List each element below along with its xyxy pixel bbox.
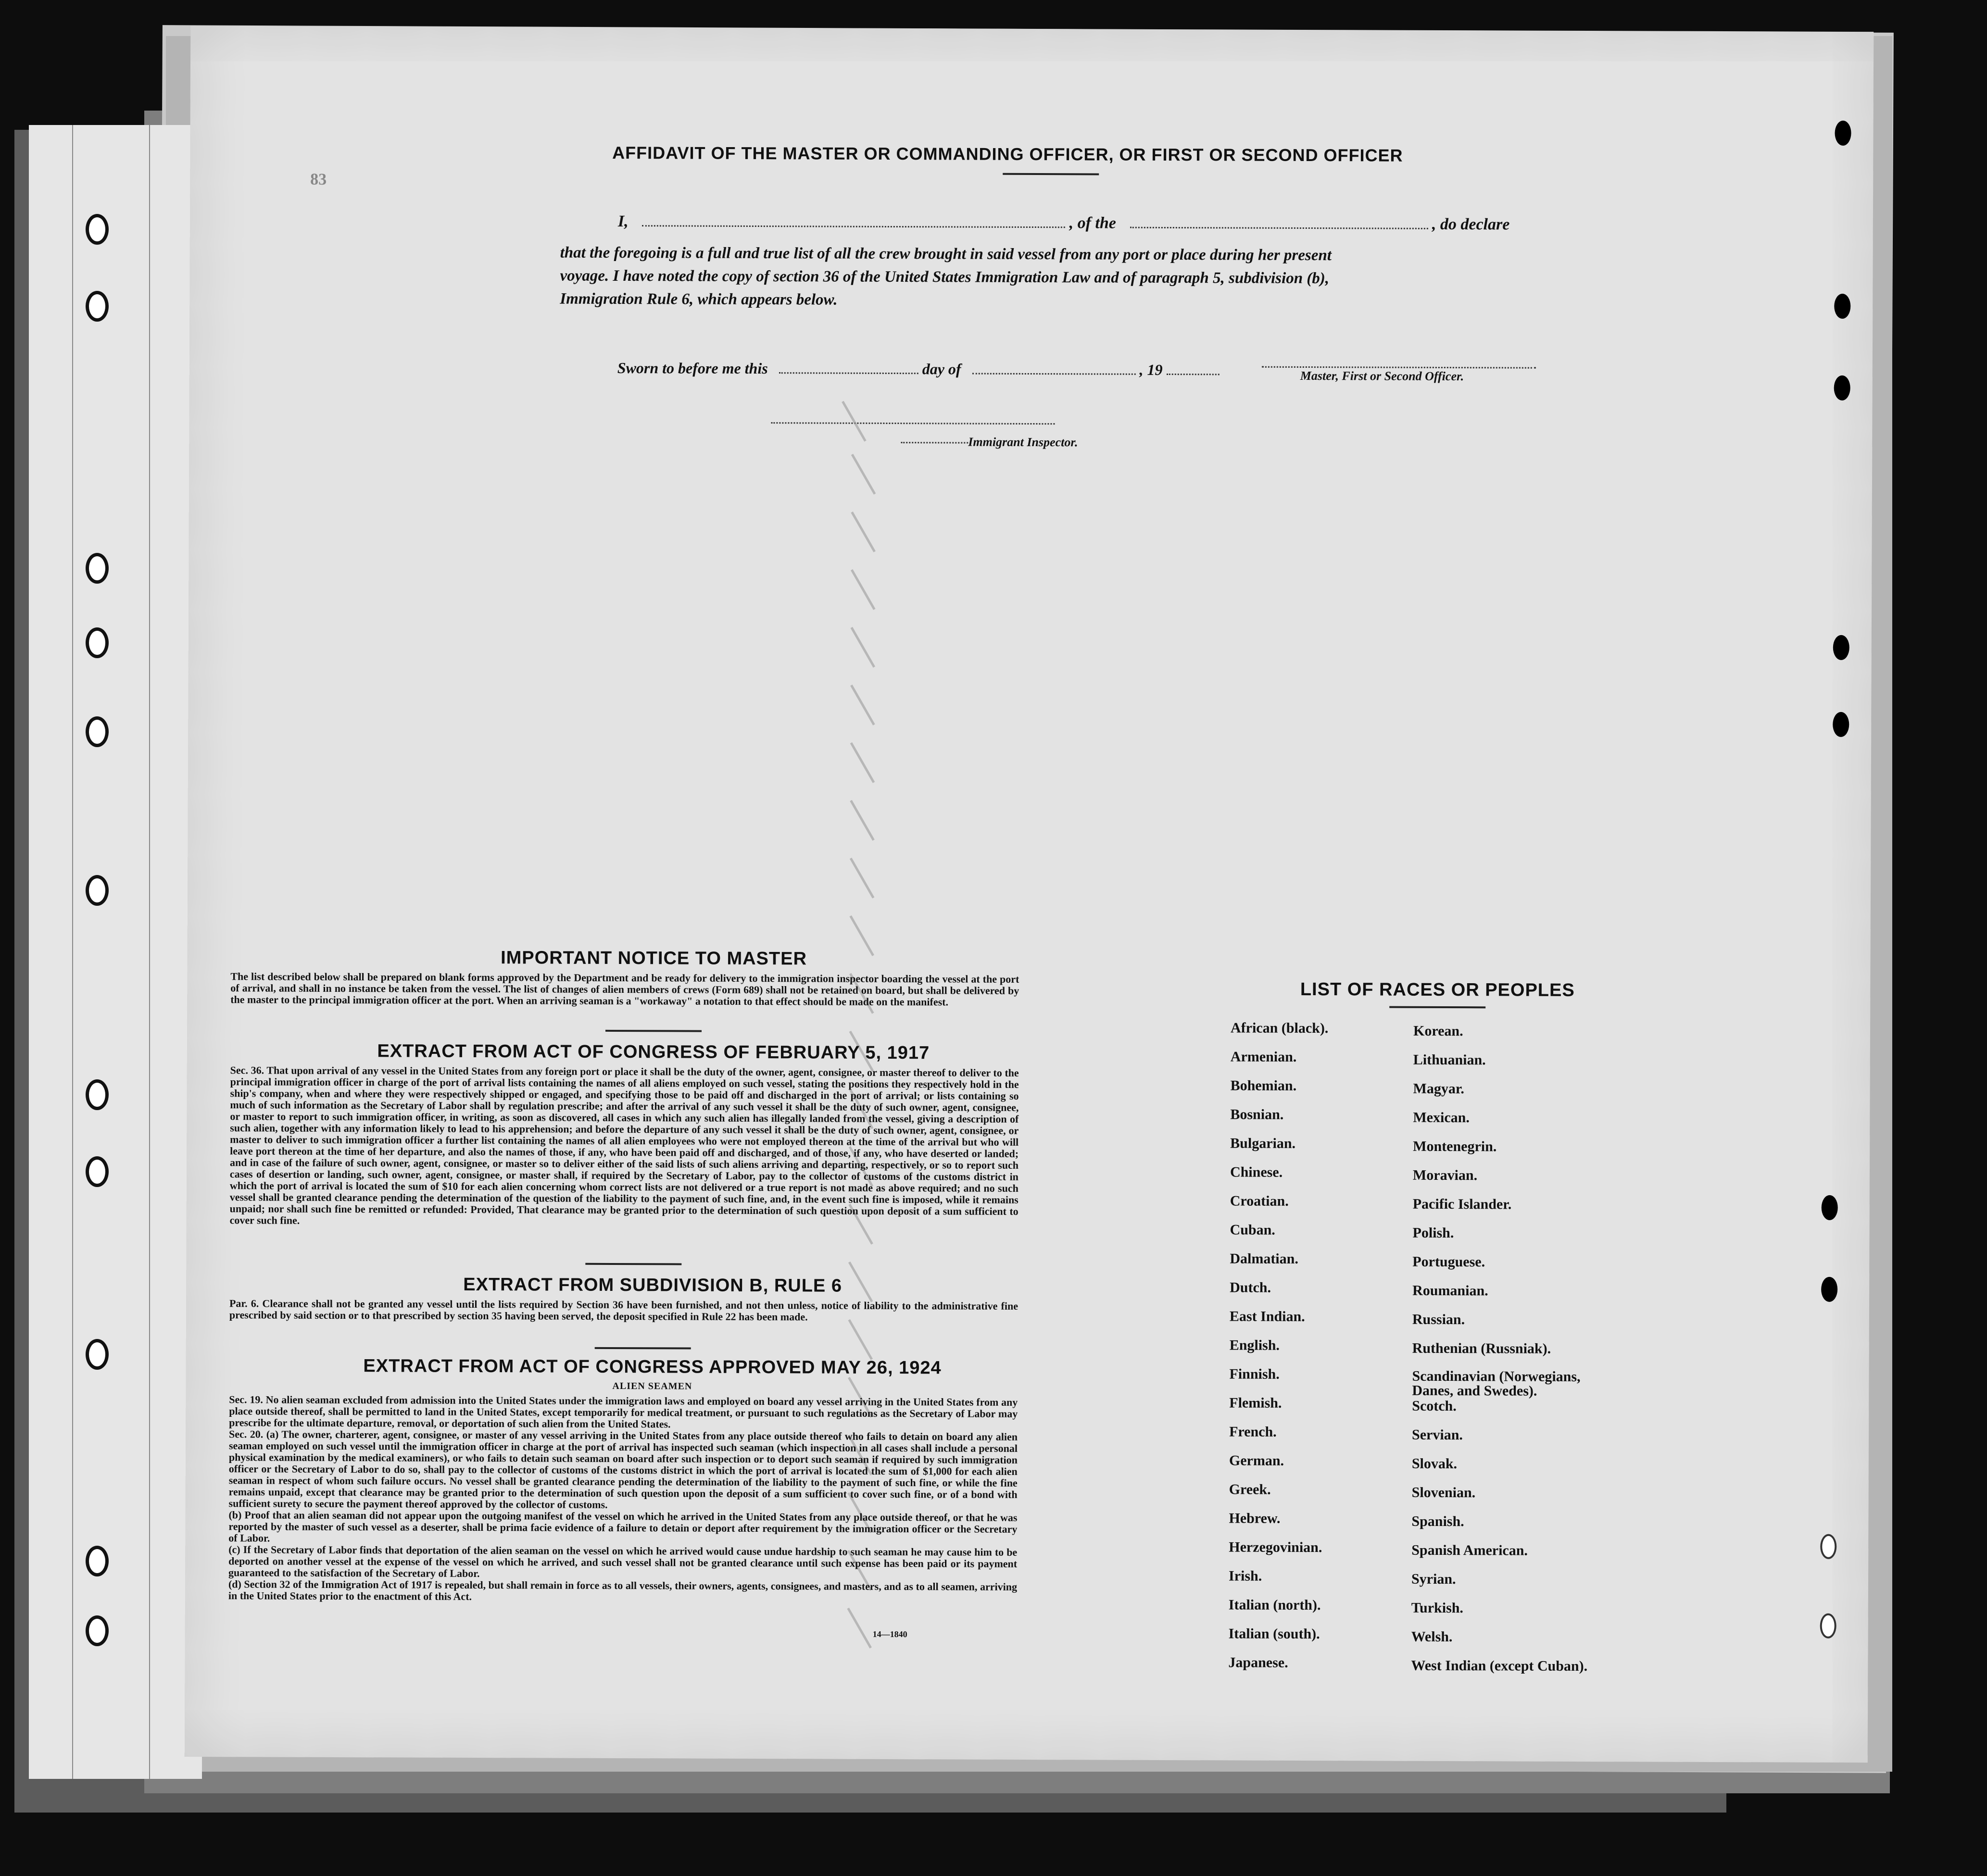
race-entry: Dalmatian. [1230, 1251, 1298, 1267]
bleed-through-mark [851, 627, 876, 668]
race-entry: Mexican. [1413, 1109, 1470, 1126]
race-entry: Italian (south). [1228, 1626, 1320, 1642]
race-entry: Cuban. [1230, 1222, 1275, 1238]
section-divider [585, 1263, 681, 1265]
race-entry: Portuguese. [1412, 1253, 1485, 1270]
race-entry: Slovak. [1411, 1455, 1458, 1472]
punch-hole [1833, 635, 1849, 660]
race-entry: Japanese. [1228, 1654, 1288, 1671]
bleed-through-mark [851, 512, 876, 552]
extract-1924-title: EXTRACT FROM ACT OF CONGRESS APPROVED MAY 26, 1924 [363, 1356, 942, 1378]
race-entry: Finnish. [1229, 1366, 1280, 1382]
race-entry: Greek. [1229, 1481, 1271, 1498]
race-entry: Ruthenian (Russniak). [1412, 1340, 1551, 1357]
races-title-underline [1389, 1006, 1485, 1009]
bleed-through-mark [851, 454, 876, 495]
races-title: LIST OF RACES OR PEOPLES [1300, 979, 1575, 1001]
race-entry: Dutch. [1230, 1279, 1271, 1296]
race-entry: Korean. [1413, 1023, 1463, 1039]
signature-caption: Master, First or Second Officer. [1300, 368, 1464, 384]
binder-hole [86, 553, 109, 584]
race-entry: Herzegovinian. [1229, 1539, 1322, 1556]
extract-rule6-title: EXTRACT FROM SUBDIVISION B, RULE 6 [463, 1274, 843, 1296]
race-entry: Syrian. [1411, 1571, 1456, 1588]
vessel-blank [1130, 227, 1428, 229]
race-entry: Lithuanian. [1413, 1051, 1486, 1068]
section-20c: (c) If the Secretary of Labor finds that deportation of the alien seaman on the vessel on which he arrived would cause undue hardship to such seaman he may cause him to be deported on another vessel at the expense of the vessel on which he arrived, and such vessel shall not be granted clearance until such expense has been paid or its payment guaranteed to the satisfaction of the Secretary of Labor. [228, 1543, 1018, 1580]
race-entry: Spanish American. [1411, 1542, 1528, 1559]
spine-rule [72, 125, 73, 1779]
affidavit-title: AFFIDAVIT OF THE MASTER OR COMMANDING OFFICER, OR FIRST OR SECOND OFFICER [612, 142, 1403, 165]
race-entry: Bosnian. [1230, 1106, 1284, 1123]
race-entry: Slovenian. [1411, 1484, 1476, 1501]
extract-1924-subtitle: ALIEN SEAMEN [612, 1380, 692, 1392]
section-20d: (d) Section 32 of the Immigration Act of 1917 is repealed, but shall remain in force as to all vessels, their owners, agents, consignees, and masters, and as to all seamen, arriving in the United States prior to the enactment of this Act. [228, 1578, 1018, 1602]
notice-title: IMPORTANT NOTICE TO MASTER [501, 948, 807, 969]
declare-label: , do declare [1432, 215, 1510, 234]
bleed-through-mark [842, 401, 867, 442]
affidavit-declaration-line [618, 213, 1510, 234]
punch-hole [1820, 1613, 1836, 1638]
manifest-page [185, 26, 1874, 1763]
race-entry: Russian. [1412, 1311, 1465, 1328]
race-entry: Italian (north). [1228, 1597, 1321, 1613]
races-right-column [190, 26, 1874, 32]
binder-hole [86, 1615, 109, 1646]
punch-hole [1833, 712, 1849, 737]
bleed-through-mark [847, 1608, 872, 1649]
i-label: I, [617, 213, 629, 231]
bleed-through-mark [850, 858, 875, 899]
race-entry: Roumanian. [1412, 1282, 1488, 1299]
race-entry: Servian. [1412, 1426, 1463, 1443]
race-entry: Flemish. [1229, 1395, 1282, 1411]
punch-hole [1821, 1277, 1837, 1302]
race-entry: Turkish. [1411, 1600, 1464, 1616]
inspector-signature-blank [771, 422, 1055, 425]
year-blank [1167, 374, 1220, 375]
punch-hole [1835, 121, 1851, 146]
form-number: 14—1840 [872, 1629, 907, 1639]
bleed-through-mark [850, 800, 875, 841]
race-entry: Bulgarian. [1230, 1135, 1296, 1151]
binder-hole [86, 1079, 109, 1110]
extract-1917-body: Sec. 36. That upon arrival of any vessel in the United States from any foreign port or place it shall be the duty of the owner, agent, consignee, or master thereof to deliver to the principal immigration officer in charge of the port of arrival lists containing the names of all aliens employed on such vessel, stating the positions they respectively hold in the ship's company, when and where they were respectively shipped or engaged, and specifying those to be paid off and discharged in the port of arrival; or lists containing so much of such information as the Secretary of Labor shall by regulation prescribe; and after the arrival of any such vessel it shall be the duty of such owner, agent, consignee, or master to report to such immigration officer, in writing, as soon as discovered, all cases in which any such alien has illegally landed from the vessel, giving a description of such alien, together with any information likely to lead to his apprehension; and before the departure of any such vessel it shall be the duty of such owner, agent, consignee, or master to deliver to such immigration officer a further list containing the names of all alien employees who were not employed thereon at the time of the arrival but who will leave port thereon at the time of her departure, and also the names of those, if any, who have been paid off and discharged, and of those, if any, who have deserted or landed; and in case of the failure of such owner, agent, consignee, or master so to deliver either of the said lists of such aliens arriving and departing, respectively, or so to report such cases of desertion or landing, such owner, agent, consignee, or master shall, if required by the Secretary of Labor, pay to the collector of customs of the customs district in which the port of arrival is located the sum of $10 for each alien concerning whom correct lists are not delivered or a true report is not made as above required; and no such vessel shall be granted clearance pending the determination of the question of the liability to the payment of such fine, and, in the event such fine is imposed, while it remains unpaid; nor shall such fine be remitted or refunded: Provided, That clearance may be granted prior to the determination of such question upon deposit of a sum sufficient to cover such fine. [229, 1064, 1019, 1226]
sworn-line [617, 359, 1220, 379]
punch-hole [1822, 1195, 1838, 1220]
race-entry: French. [1229, 1424, 1277, 1440]
race-entry: Scotch. [1412, 1398, 1457, 1414]
inspector-dots [901, 442, 968, 443]
section-divider [595, 1347, 691, 1350]
month-blank [972, 373, 1136, 375]
spine-rule [149, 125, 150, 1779]
race-entry: West Indian (except Cuban). [1411, 1657, 1588, 1675]
notice-body: The list described below shall be prepared on blank forms approved by the Department and be ready for delivery to the immigration inspector boarding the vessel at the port of arrival, and shall in no instance be taken from the vessel. The list of changes of alien members of crews (Form 689) shall not be retained on board, but shall be delivered by the master to the principal immigration officer at the port. When an arriving seaman is a "workaway" a notation to that effect should be made on the manifest. [230, 970, 1019, 1008]
race-entry: Hebrew. [1229, 1510, 1281, 1526]
race-entry: English. [1229, 1337, 1280, 1353]
race-entry: Montenegrin. [1413, 1138, 1497, 1155]
punch-hole [1834, 375, 1850, 400]
race-entry: Welsh. [1411, 1628, 1453, 1645]
inspector-caption: Immigrant Inspector. [968, 435, 1078, 450]
title-underline [1003, 173, 1099, 175]
binder-hole [86, 875, 109, 906]
bleed-through-mark [850, 685, 875, 725]
affidavit-line: Immigration Rule 6, which appears below. [560, 290, 838, 309]
day-of-label: day of [922, 360, 961, 378]
section-divider [605, 1030, 702, 1032]
race-entry: Polish. [1412, 1225, 1454, 1241]
binder-hole [86, 214, 109, 245]
bleed-through-mark [851, 569, 876, 610]
affidavit-line: voyage. I have noted the copy of section 36 of the United States Immigration Law and of paragraph 5, subdivision (b), [560, 267, 1330, 288]
binder-hole [86, 627, 109, 658]
of-the-label: , of the [1069, 214, 1116, 232]
race-entry: African (black). [1230, 1020, 1329, 1037]
race-entry: Croatian. [1230, 1193, 1289, 1209]
binder-spine [29, 125, 202, 1779]
affidavit-text [560, 241, 1531, 314]
race-entry: Pacific Islander. [1412, 1196, 1512, 1213]
sworn-label: Sworn to before me this [617, 359, 768, 377]
extract-1917-title: EXTRACT FROM ACT OF CONGRESS OF FEBRUARY 5, 1917 [377, 1041, 930, 1063]
race-entry: Bohemian. [1230, 1077, 1297, 1094]
day-blank [779, 372, 918, 374]
signature-blank [1262, 366, 1536, 369]
race-entry: Spanish. [1411, 1513, 1464, 1530]
binder-hole [86, 1156, 109, 1187]
race-entry: Chinese. [1230, 1164, 1283, 1180]
punch-hole [1834, 294, 1850, 319]
section-19: Sec. 19. No alien seaman excluded from admission into the United States under the immigration laws and employed on board any vessel arriving in the United States from any place outside thereof, shall be permitted to land in the United States, except temporarily for medical treatment, or pursuant to such regulations as the Secretary of Labor may prescribe for the ultimate departure, removal, or deportation of such alien from the United States. [229, 1393, 1018, 1430]
extract-1924-body [228, 1394, 1018, 1604]
races-left-column [190, 26, 1874, 32]
binder-hole [86, 291, 109, 322]
section-20a: Sec. 20. (a) The owner, charterer, agent, consignee, or master of any vessel arriving in the United States from any place outside thereof who fails to detain on board any alien seaman employed on such vessel until the immigration officer in charge at the port of arrival has inspected such seaman (which inspection in all cases shall include a personal physical examination by the medical examiners), or who fails to detain such seaman on board after such inspection or to deport such seaman if required by such immigration officer or the Secretary of Labor to do so, shall pay to the collector of customs of the customs district in which the port of arrival is located the sum of $1,000 for each alien seaman in respect of whom such failure occurs. No vessel shall be granted clearance pending the determination of the liability to the payment of such fine, or while the fine remains unpaid, except that clearance may be granted prior to the determination of such question upon the deposit of a sum sufficient to cover such fine, or of a bond with sufficient surety to secure the payment thereof approved by the collector of customs. [228, 1428, 1018, 1511]
race-entry: Scandinavian (Norwegians, Danes, and Swedes). [1412, 1368, 1581, 1399]
name-blank [642, 225, 1065, 228]
race-entry: East Indian. [1229, 1308, 1305, 1325]
binder-hole [86, 716, 109, 747]
page-mark: 83 [310, 170, 327, 188]
affidavit-line: that the foregoing is a full and true list of all the crew brought in said vessel from any port or place during her present [560, 244, 1332, 264]
race-entry: Armenian. [1230, 1049, 1297, 1065]
extract-rule6-body: Par. 6. Clearance shall not be granted any vessel until the lists required by Section 36 have been furnished, and not then unless, notice of liability to the administrative fine prescribed by said section or to that prescribed by section 35 having been served, the deposit specified in Rule 22 has been made. [229, 1297, 1019, 1323]
section-20b: (b) Proof that an alien seaman did not appear upon the outgoing manifest of the vessel on which he arrived in the United States from any place outside thereof, or that he was reported by the master of such vessel as a deserter, shall be prima facie evidence of a failure to detain or deport after requirement by the immigration officer or the Secretary of Labor. [228, 1509, 1018, 1544]
race-entry: Magyar. [1413, 1080, 1465, 1097]
race-entry: Moravian. [1412, 1167, 1478, 1184]
year-label: , 19 [1139, 361, 1163, 378]
punch-hole [1820, 1534, 1836, 1559]
binder-hole [86, 1546, 109, 1576]
race-entry: German. [1229, 1452, 1284, 1469]
bleed-through-mark [850, 742, 875, 783]
race-entry: Irish. [1228, 1568, 1262, 1584]
bleed-through-mark [848, 1319, 873, 1360]
binder-hole [86, 1339, 109, 1370]
